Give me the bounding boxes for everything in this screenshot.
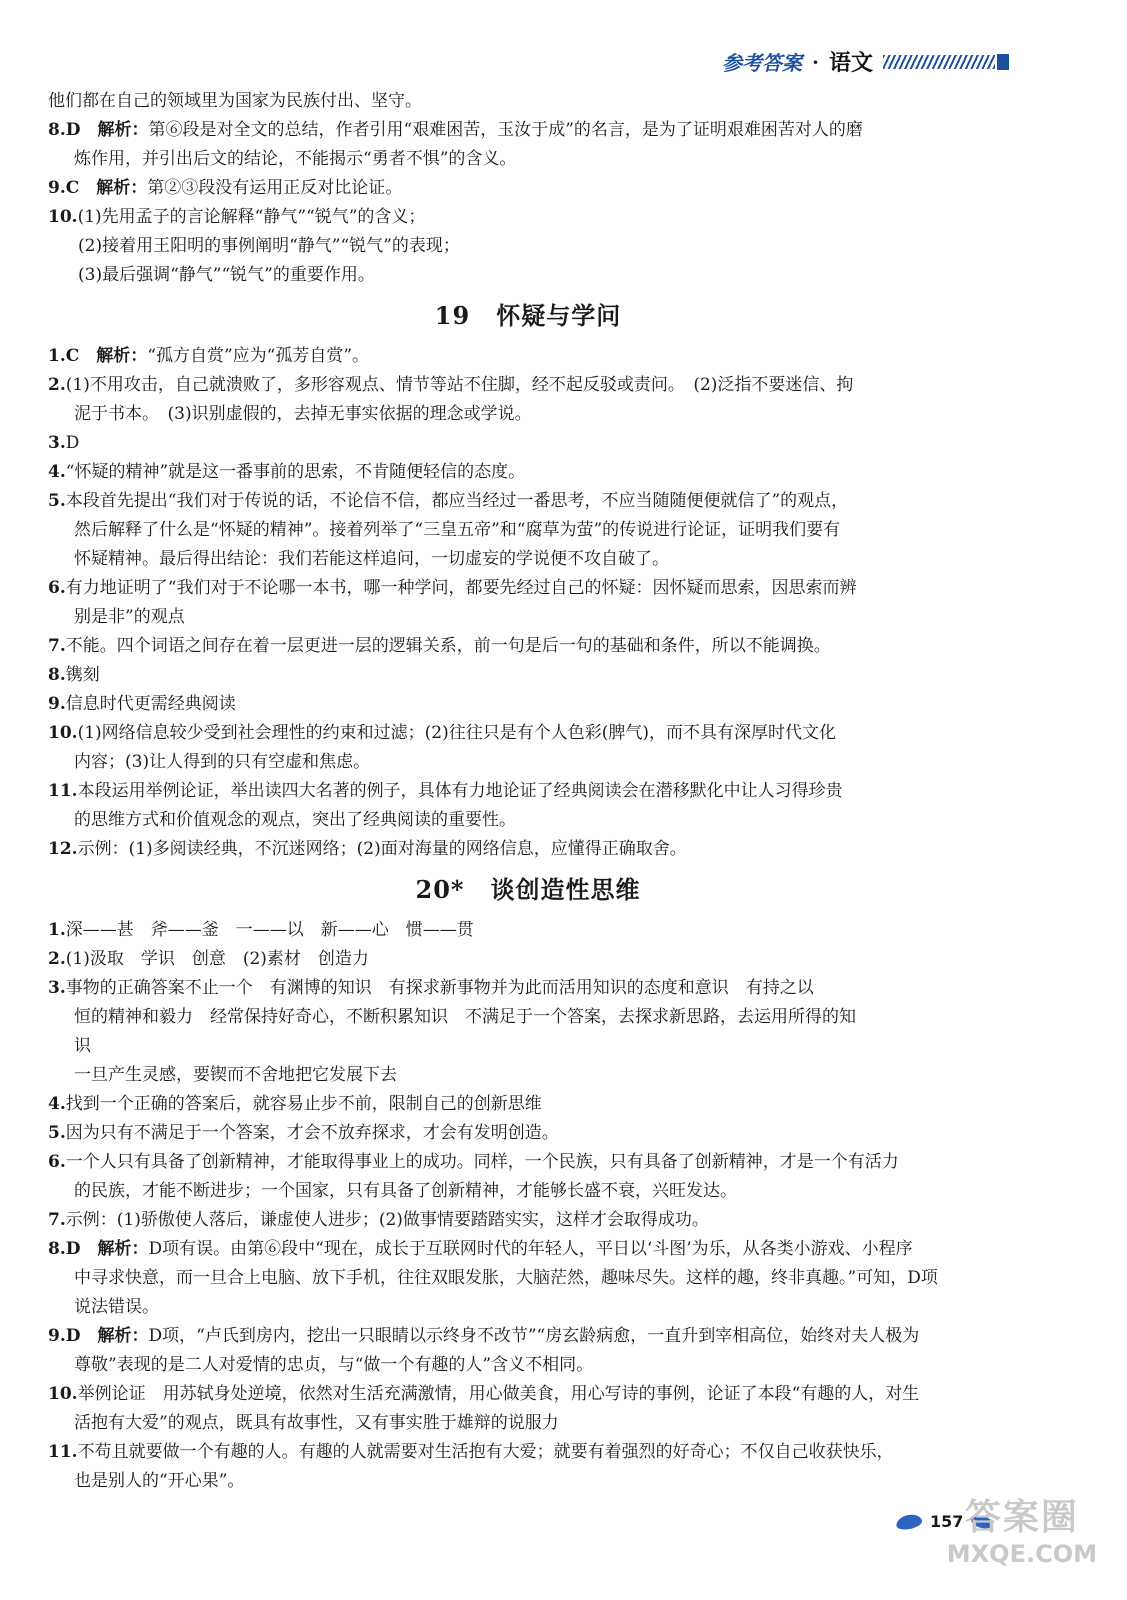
answer-line [48, 603, 1008, 632]
answer-text: 说法错误。 [74, 1297, 159, 1317]
answer-line [48, 87, 1008, 116]
section-title-20 [48, 864, 1008, 916]
answer-line [48, 1090, 1008, 1119]
question-number: 11. [48, 781, 78, 801]
answer-text: 炼作用，并引出后文的结论，不能揭示“勇者不惧”的含义。 [74, 149, 517, 169]
answer-line [48, 806, 1008, 835]
answer-text: 不苟且就要做一个有趣的人。有趣的人就需要对生活抱有大爱；就要有着强烈的好奇心；不仅自己收获快乐， [77, 1442, 894, 1462]
answer-line [48, 145, 1008, 174]
answer-line [48, 1293, 1008, 1322]
section-number: 19 [434, 301, 471, 330]
answer-line [48, 1380, 1008, 1409]
answer-text: 泥于书本。 (3)识别虚假的，去掉无事实依据的理念或学说。 [74, 404, 532, 424]
question-number: 9. [48, 694, 66, 714]
answer-text: 本段运用举例论证，举出读四大名著的例子，具体有力地论证了经典阅读会在潜移默化中让人习得珍贵 [77, 781, 843, 801]
answer-text: 他们都在自己的领域里为国家为民族付出、坚守。 [48, 91, 422, 111]
answer-text: 的民族，才能不断进步；一个国家，只有具备了创新精神，才能够长盛不衰，兴旺发达。 [74, 1181, 737, 1201]
answer-line [48, 1119, 1008, 1148]
answer-line [48, 1264, 1008, 1293]
answer-text: 信息时代更需经典阅读 [65, 694, 236, 714]
leaf-icon [895, 1512, 923, 1531]
answer-text: 有力地证明了“我们对于不论哪一本书，哪一种学问，都要先经过自己的怀疑：因怀疑而思索，因思索而辨 [65, 578, 857, 598]
answer-text: 中寻求快意，而一旦合上电脑、放下手机，往往双眼发胀，大脑茫然，趣味尽失。这样的趣，终非真趣。”可知，D项 [74, 1268, 938, 1288]
answer-text: (1)先用孟子的言论解释“静气”“锐气”的含义； [77, 207, 426, 227]
question-number: 7. [48, 1210, 66, 1230]
answer-text: (1)网络信息较少受到社会理性的约束和过滤；(2)往往只是有个人色彩(脾气)，而不具有深厚时代文化 [77, 723, 837, 743]
answer-text: 也是别人的“开心果”。 [74, 1471, 245, 1491]
question-number: 1.C [48, 346, 80, 366]
question-number: 8. [48, 665, 66, 685]
answer-line [48, 1351, 1008, 1380]
answer-line [48, 203, 1008, 232]
answer-line [48, 632, 1008, 661]
section-title-19 [48, 290, 1008, 342]
answer-line [48, 719, 1008, 748]
answer-line [48, 1148, 1008, 1177]
question-number: 4. [48, 462, 66, 482]
answer-line [48, 1206, 1008, 1235]
answer-text: 内容；(3)让人得到的只有空虚和焦虑。 [74, 752, 371, 772]
question-number: 10. [48, 207, 78, 227]
answer-text: 因为只有不满足于一个答案，才会不放弃探求，才会有发明创造。 [65, 1123, 559, 1143]
answer-text: 活抱有大爱”的观点，既具有故事性，又有事实胜于雄辩的说服力 [74, 1413, 559, 1433]
answer-text: 深——甚 斧——釜 一——以 新——心 惯——贯 [65, 920, 474, 940]
answer-line [48, 974, 1008, 1003]
answer-text: 示例：(1)多阅读经典，不沉迷网络；(2)面对海量的网络信息，应懂得正确取舍。 [77, 839, 687, 859]
answer-line [48, 1003, 1008, 1032]
answer-line [48, 835, 1008, 864]
section-title-text: 怀疑与学问 [496, 301, 622, 330]
header-stripe-decoration [883, 55, 995, 69]
answer-text: “怀疑的精神”就是这一番事前的思索，不肯随便轻信的态度。 [65, 462, 526, 482]
answer-text: 不能。四个词语之间存在着一层更进一层的逻辑关系，前一句是后一句的基础和条件，所以不能调换。 [65, 636, 831, 656]
analysis-label: 解析： [97, 120, 149, 140]
answer-text: 找到一个正确的答案后，就容易止步不前，限制自己的创新思维 [65, 1094, 542, 1114]
answer-line [48, 458, 1008, 487]
question-number: 3. [48, 433, 66, 453]
answer-line [48, 661, 1008, 690]
question-number: 9.C [48, 178, 80, 198]
answer-text: 恒的精神和毅力 经常保持好奇心，不断积累知识 不满足于一个答案，去探求新思路，去运用所得的知 [74, 1007, 856, 1027]
question-number: 12. [48, 839, 78, 859]
answer-line [48, 945, 1008, 974]
answer-text: 尊敬”表现的是二人对爱情的忠贞，与“做一个有趣的人”含义不相同。 [74, 1355, 594, 1375]
question-number: 3. [48, 978, 66, 998]
answer-text: (1)不用攻击，自己就溃败了，多形容观点、情节等站不住脚，经不起反驳或责问。 (2)泛指不要迷信、拘 [65, 375, 854, 395]
answer-text: (1)汲取 学识 创意 (2)素材 创造力 [65, 949, 369, 969]
answer-line [48, 429, 1008, 458]
answer-line [48, 574, 1008, 603]
answer-text: 别是非”的观点 [74, 607, 185, 627]
answer-line [48, 487, 1008, 516]
question-number: 5. [48, 491, 66, 511]
section-previous [48, 87, 1008, 290]
answer-text: 事物的正确答案不止一个 有渊博的知识 有探求新事物并为此而活用知识的态度和意识 有持之以 [65, 978, 814, 998]
question-number: 6. [48, 578, 66, 598]
answer-line [48, 690, 1008, 719]
header-block-decoration [997, 54, 1009, 70]
answer-content [48, 87, 1008, 1496]
answer-line [48, 545, 1008, 574]
answer-text: 怀疑精神。最后得出结论：我们若能这样追问，一切虚妄的学说便不攻自破了。 [74, 549, 669, 569]
watermark-text: 答案圈 [964, 1497, 1079, 1538]
answer-text: 本段首先提出“我们对于传说的话，不论信不信，都应当经过一番思考，不应当随随便便就信了”的观点， [65, 491, 849, 511]
question-number: 5. [48, 1123, 66, 1143]
section-number: 20* [415, 875, 465, 904]
question-number: 10. [48, 723, 78, 743]
header-separator: · [812, 49, 819, 74]
answer-line [48, 371, 1008, 400]
page-number: 157 [930, 1512, 964, 1531]
answer-line [48, 1177, 1008, 1206]
answer-text: 一旦产生灵感，要锲而不舍地把它发展下去 [74, 1065, 397, 1085]
answer-text: 镌刻 [65, 665, 100, 685]
answer-text: 示例：(1)骄傲使人落后，谦虚使人进步；(2)做事情要踏踏实实，这样才会取得成功。 [65, 1210, 709, 1230]
answer-line [48, 777, 1008, 806]
answer-text: 第⑥段是对全文的总结，作者引用“艰难困苦，玉汝于成”的名言，是为了证明艰难困苦对人的磨 [148, 120, 863, 140]
answer-line [48, 1322, 1008, 1351]
question-number: 1. [48, 920, 66, 940]
analysis-label: 解析： [97, 1239, 149, 1259]
question-number: 2. [48, 375, 66, 395]
answer-line [48, 916, 1008, 945]
answer-text: 识 [74, 1036, 91, 1056]
question-number: 2. [48, 949, 66, 969]
page-header [722, 46, 1009, 77]
answer-line [48, 1061, 1008, 1090]
answer-text: 举例论证 用苏轼身处逆境，依然对生活充满激情，用心做美食，用心写诗的事例，论证了本段“有趣的人，对生 [77, 1384, 920, 1404]
answer-line [48, 116, 1008, 145]
answer-line [48, 1467, 1008, 1496]
header-subject: 语文 [828, 51, 873, 76]
answer-text: D项有误。由第⑥段中“现在，成长于互联网时代的年轻人，平日以‘斗图’为乐，从各类小游戏、小程序 [148, 1239, 913, 1259]
answer-text: D项，“卢氏到房内，挖出一只眼睛以示终身不改节”“房玄龄病愈，一直升到宰相高位，始终对夫人极为 [148, 1326, 920, 1346]
watermark [947, 1489, 1097, 1568]
answer-line [48, 516, 1008, 545]
answer-line [48, 400, 1008, 429]
answer-text: “孤方自赏”应为“孤芳自赏”。 [147, 346, 370, 366]
answer-text: 第②③段没有运用正反对比论证。 [147, 178, 403, 198]
question-number: 10. [48, 1384, 78, 1404]
question-number: 7. [48, 636, 66, 656]
analysis-label: 解析： [96, 178, 148, 198]
answer-line [48, 342, 1008, 371]
question-number: 11. [48, 1442, 78, 1462]
answer-text: (2)接着用王阳明的事例阐明“静气”“锐气”的表现； [78, 236, 460, 256]
answer-line [48, 1438, 1008, 1467]
question-number: 8.D [48, 1239, 81, 1259]
analysis-label: 解析： [96, 346, 148, 366]
question-number: 9.D [48, 1326, 81, 1346]
question-number: 8.D [48, 120, 81, 140]
answer-text: 的思维方式和价值观念的观点，突出了经典阅读的重要性。 [74, 810, 516, 830]
watermark-url: MXQE.COM [946, 1540, 1097, 1568]
answer-line [48, 261, 1008, 290]
answer-text: 然后解释了什么是“怀疑的精神”。接着列举了“三皇五帝”和“腐草为萤”的传说进行论证，证明我们要有 [74, 520, 841, 540]
analysis-label: 解析： [97, 1326, 149, 1346]
answer-text: 一个人只有具备了创新精神，才能取得事业上的成功。同样，一个民族，只有具备了创新精神，才是一个有活力 [65, 1152, 899, 1172]
section-20 [48, 916, 1008, 1496]
section-title-text: 谈创造性思维 [490, 875, 641, 904]
question-number: 4. [48, 1094, 66, 1114]
answer-line [48, 232, 1008, 261]
question-number: 6. [48, 1152, 66, 1172]
answer-line [48, 1032, 1008, 1061]
answer-line [48, 748, 1008, 777]
answer-line [48, 1235, 1008, 1264]
answer-text: D [65, 433, 80, 453]
section-19 [48, 342, 1008, 864]
answer-text: (3)最后强调“静气”“锐气”的重要作用。 [78, 265, 375, 285]
answer-line [48, 174, 1008, 203]
header-brand: 参考答案 [722, 51, 803, 75]
answer-line [48, 1409, 1008, 1438]
